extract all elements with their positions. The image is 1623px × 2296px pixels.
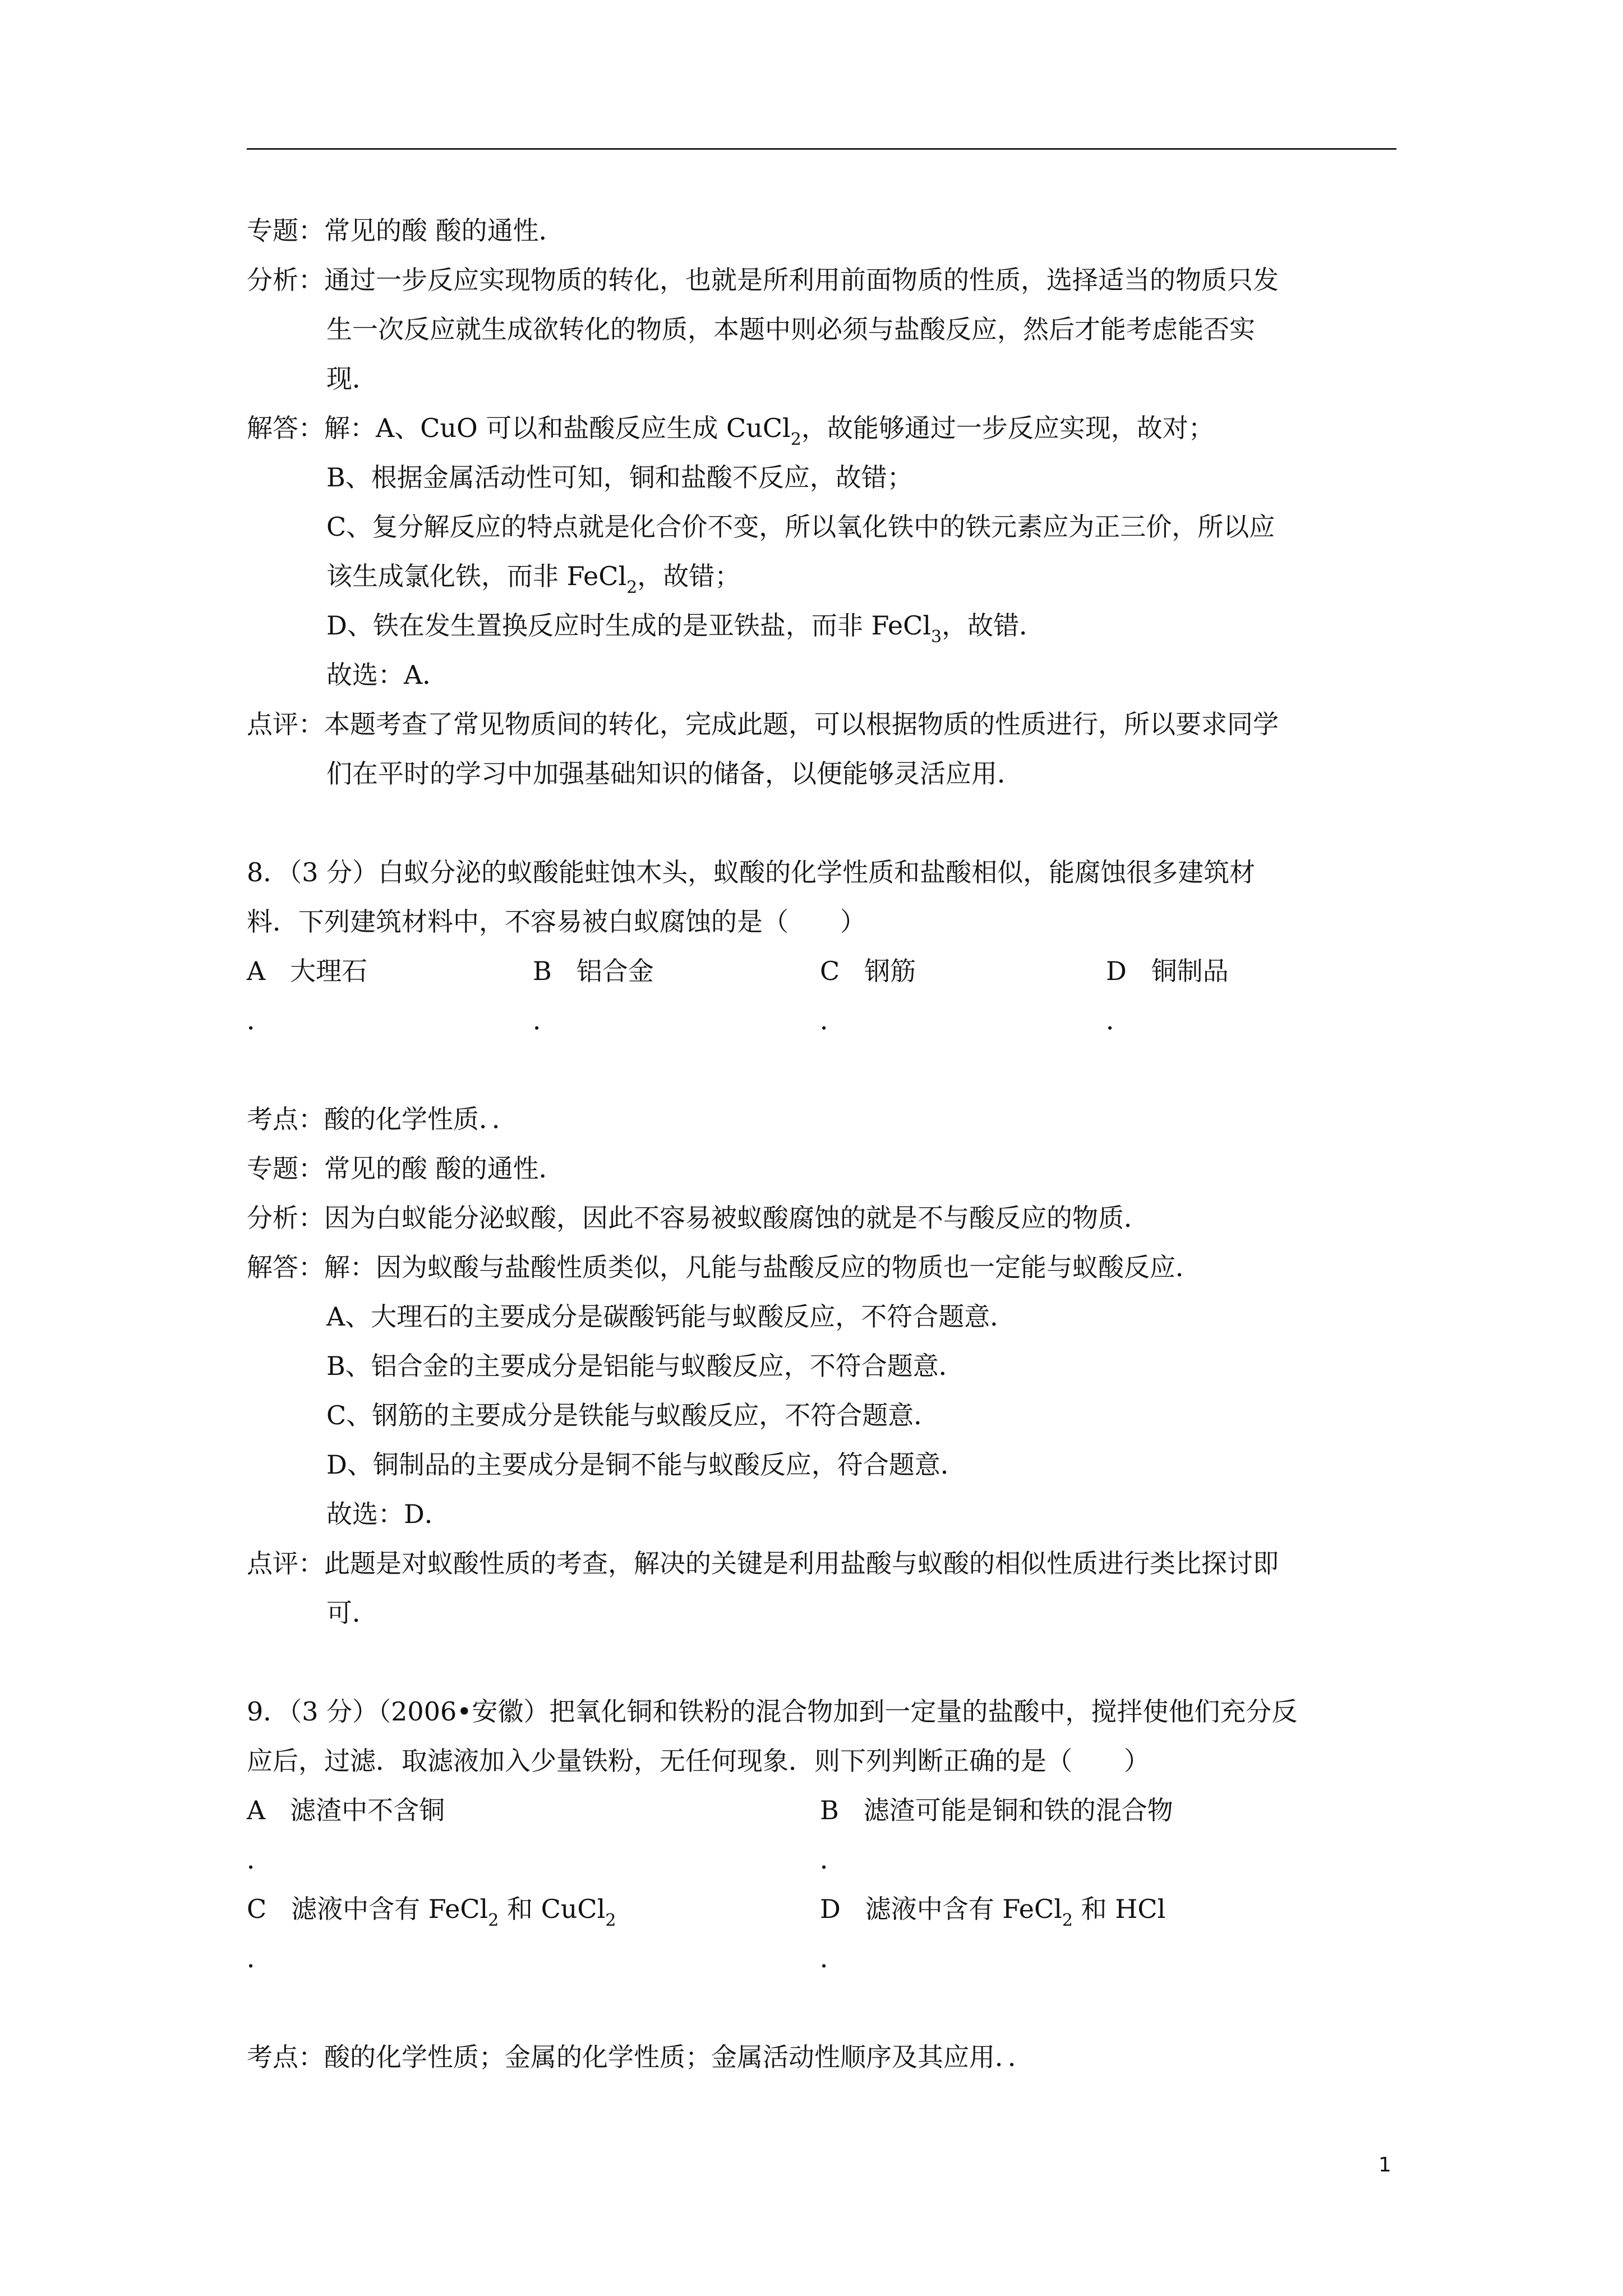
q9-stem-line-2: 应后，过滤．取滤液加入少量铁粉，无任何现象．则下列判断正确的是（ ）: [247, 1746, 1150, 1776]
q7-analysis-line-2: 生一次反应就生成欲转化的物质，本题中则必须与盐酸反应，然后才能考虑能否实: [326, 314, 1255, 344]
option-text-tail: 和 HCl: [1073, 1894, 1166, 1924]
q7-answer-line-5-text: D、铁在发生置换反应时生成的是亚铁盐，而非 FeCl: [326, 610, 932, 641]
q8-topic: 专题：常见的酸 酸的通性．: [247, 1153, 565, 1184]
option-text: 铝合金: [576, 956, 654, 986]
q9-option-b: [820, 1793, 1173, 1827]
q8-answer-line-3: B、铝合金的主要成分是铝能与蚁酸反应，不符合题意．: [326, 1351, 965, 1381]
q8-option-d-dot: ．: [1106, 1005, 1132, 1036]
q9-option-d-dot: ．: [820, 1943, 846, 1973]
q8-stem-line-2: 料．下列建筑材料中，不容易被白蚁腐蚀的是（ ）: [247, 907, 866, 937]
option-letter: D: [1106, 956, 1127, 986]
q8-answer-line-2: A、大理石的主要成分是碳酸钙能与蚁酸反应，不符合题意．: [326, 1301, 1016, 1332]
option-text: 滤液中含有 FeCl: [865, 1894, 1062, 1924]
option-text: 滤液中含有 FeCl: [291, 1894, 488, 1924]
q8-option-c-dot: ．: [820, 1005, 846, 1036]
option-letter: A: [247, 956, 266, 986]
option-text: 铜制品: [1151, 956, 1229, 986]
subscript: 2: [605, 1911, 616, 1930]
q8-option-b: [533, 954, 654, 988]
option-letter: B: [533, 956, 552, 986]
q7-answer-line-4: [326, 559, 740, 597]
subscript: 2: [626, 578, 638, 597]
option-letter: C: [247, 1894, 267, 1924]
q8-stem-line-1: 8．（3 分）白蚁分泌的蚁酸能蛀蚀木头，蚁酸的化学性质和盐酸相似，能腐蚀很多建筑材: [247, 857, 1256, 887]
q9-option-a: [247, 1793, 445, 1827]
q8-answer-line-4: C、钢筋的主要成分是铁能与蚁酸反应，不符合题意．: [326, 1400, 940, 1430]
q7-answer-line-3: C、复分解反应的特点就是化合价不变，所以氧化铁中的铁元素应为正三价，所以应: [326, 512, 1275, 542]
q9-option-d: [820, 1892, 1165, 1930]
q7-answer-line-4-text: 该生成氯化铁，而非 FeCl: [326, 561, 627, 591]
option-text: 滤渣可能是铜和铁的混合物: [863, 1795, 1173, 1825]
q8-answer-choice: 故选：D．: [326, 1499, 450, 1529]
option-text: 大理石: [290, 956, 368, 986]
option-letter: A: [247, 1795, 266, 1825]
q8-option-c: [820, 954, 916, 988]
option-letter: C: [820, 956, 840, 986]
subscript: 2: [790, 430, 801, 449]
q9-option-c-dot: ．: [247, 1943, 273, 1973]
option-text-tail: 和 CuCl: [499, 1894, 606, 1924]
q7-answer-line-1-text: 解答：解：A、CuO 可以和盐酸反应生成 CuCl: [247, 413, 791, 443]
q7-comment-line-2: 们在平时的学习中加强基础知识的储备，以便能够灵活应用．: [326, 758, 1023, 789]
q7-answer-line-1-tail: ，故能够通过一步反应实现，故对；: [801, 413, 1214, 443]
q9-option-b-dot: ．: [820, 1844, 846, 1875]
q7-answer-line-4-tail: ，故错；: [637, 561, 741, 591]
q9-option-c: [247, 1892, 616, 1930]
q8-option-b-dot: ．: [533, 1005, 559, 1036]
subscript: 3: [931, 627, 942, 647]
q7-answer-line-5: [326, 609, 1045, 646]
q7-answer-line-5-tail: ，故错．: [942, 610, 1045, 641]
q7-analysis-line-3: 现．: [326, 364, 378, 394]
q7-topic: 专题：常见的酸 酸的通性．: [247, 215, 565, 246]
q8-option-a: [247, 954, 367, 988]
header-rule: [247, 148, 1396, 150]
q9-option-a-dot: ．: [247, 1844, 273, 1875]
q7-analysis-line-1: 分析：通过一步反应实现物质的转化，也就是所利用前面物质的性质，选择适当的物质只发: [247, 265, 1279, 295]
option-text: 滤渣中不含铜: [290, 1795, 445, 1825]
q7-answer-choice: 故选：A．: [326, 660, 449, 690]
q8-comment-line-1: 点评：此题是对蚁酸性质的考查，解决的关键是利用盐酸与蚁酸的相似性质进行类比探讨即: [247, 1548, 1279, 1579]
subscript: 2: [488, 1911, 499, 1930]
option-letter: D: [820, 1894, 841, 1924]
q8-comment-line-2: 可．: [326, 1598, 378, 1628]
q7-answer-line-1: [247, 411, 1214, 449]
q7-comment-line-1: 点评：本题考查了常见物质间的转化，完成此题，可以根据物质的性质进行，所以要求同学: [247, 709, 1279, 739]
q8-analysis: 分析：因为白蚁能分泌蚁酸，因此不容易被蚁酸腐蚀的就是不与酸反应的物质．: [247, 1203, 1150, 1233]
q8-option-d: [1106, 954, 1229, 988]
q8-answer-line-1: 解答：解：因为蚁酸与盐酸性质类似，凡能与盐酸反应的物质也一定能与蚁酸反应．: [247, 1252, 1201, 1282]
option-letter: B: [820, 1795, 839, 1825]
q7-answer-line-2: B、根据金属活动性可知，铜和盐酸不反应，故错；: [326, 462, 913, 493]
subscript: 2: [1062, 1911, 1073, 1930]
page-number: 1: [1378, 2154, 1391, 2177]
q9-point: 考点：酸的化学性质；金属的化学性质；金属活动性顺序及其应用．．: [247, 2042, 1034, 2072]
q8-point: 考点：酸的化学性质．．: [247, 1104, 518, 1134]
q8-option-a-dot: ．: [247, 1005, 273, 1036]
option-text: 钢筋: [864, 956, 916, 986]
q8-answer-line-5: D、铜制品的主要成分是铜不能与蚁酸反应，符合题意．: [326, 1450, 966, 1480]
q9-stem-line-1: 9．（3 分）（2006•安徽）把氧化铜和铁粉的混合物加到一定量的盐酸中，搅拌使他们充分反: [247, 1696, 1298, 1727]
